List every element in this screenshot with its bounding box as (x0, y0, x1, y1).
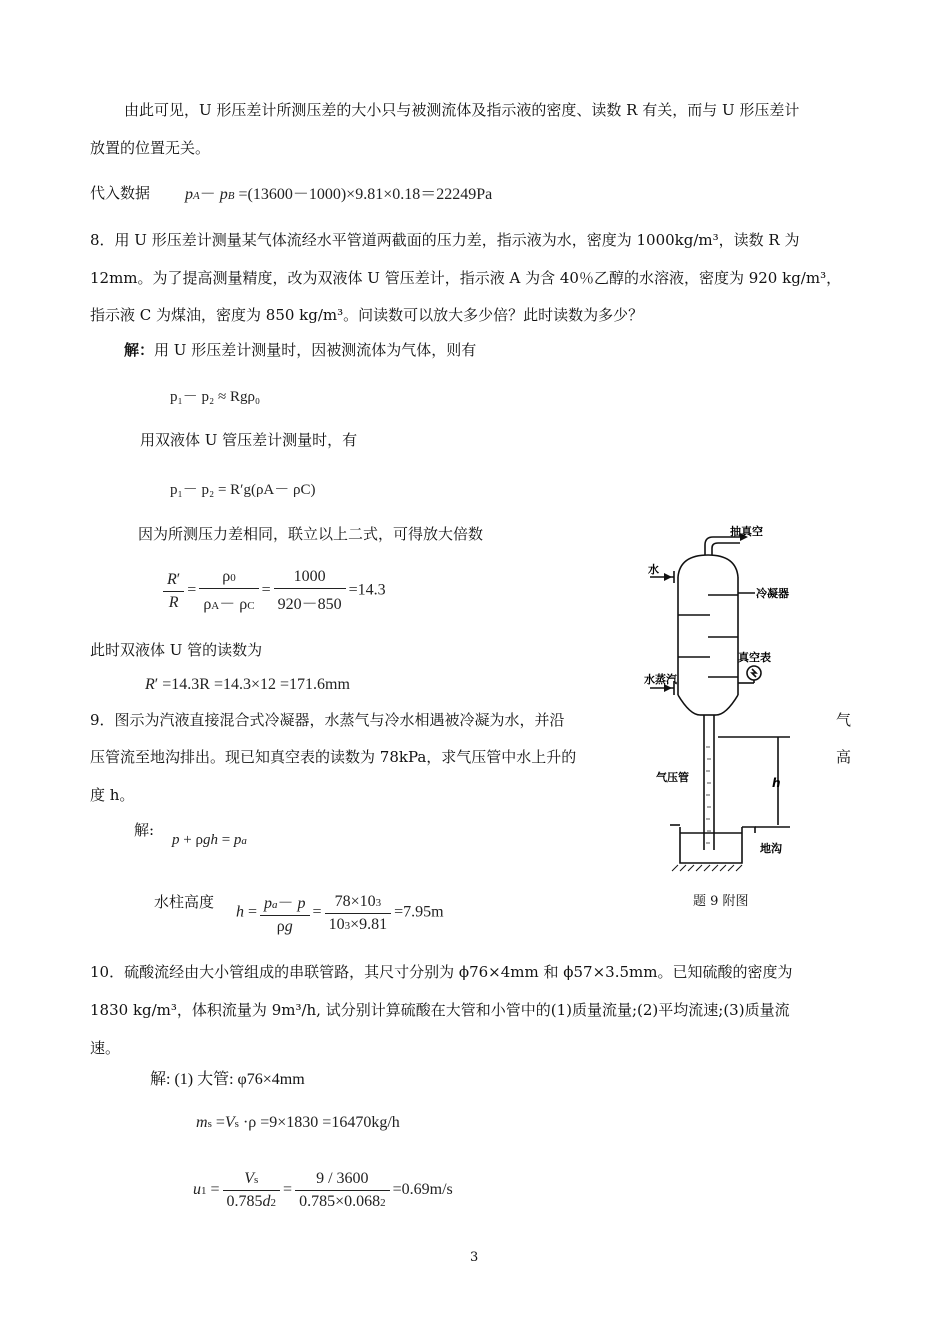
equation-double-u-tube: p₁－ p₂ = R′g(ρA－ ρC) (170, 482, 316, 498)
question-9-line3: 度 h。 (90, 786, 135, 804)
reading-text: 此时双液体 U 管的读数为 (90, 641, 263, 659)
paragraph-conclusion-line1: 由此可见，U 形压差计所测压差的大小只与被测流体及指示液的密度、读数 R 有关，而与 U 形压差计 (124, 101, 800, 119)
question-8-line3: 指示液 C 为煤油，密度为 850 kg/m³。问读数可以放大多少倍？此时读数为多少？ (90, 306, 644, 324)
double-liquid-text: 用双液体 U 管压差计测量时，有 (140, 431, 358, 449)
substitute-formula: pA－ pB =(13600－1000)×9.81×0.18＝22249Pa (185, 186, 493, 203)
equation-pressure-balance: p + ρgh = pa (172, 832, 247, 848)
label-condenser: 冷凝器 (756, 587, 789, 600)
label-vacuum-gauge: 真空表 (738, 651, 771, 664)
same-pressure-text: 因为所测压力差相同，联立以上二式，可得放大倍数 (138, 525, 484, 543)
equation-velocity: u1 = $\frac{Vs}{0.785d2}$ = $\frac{9 / 3600}{0.785\times 0.0682}$ =0.69m/s (193, 1170, 453, 1210)
question-10-line2: 1830 kg/m³，体积流量为 9m³/h, 试分别计算硫酸在大管和小管中的(1)质量流量;(2)平均流速;(3)质量流 (90, 1001, 790, 1019)
condenser-figure (630, 515, 830, 890)
equation-magnification: $\frac{R'}{R}$ = $\frac{\rho 0}{\rho A- \rho C}$ = $\frac{1000}{920-850}$ =14.3 (160, 568, 386, 614)
equation-single-u-tube: p₁－ p₂ ≈ Rgρ₀ (170, 389, 261, 405)
condenser-diagram (630, 515, 830, 890)
question-10-line3: 速。 (90, 1039, 121, 1057)
solution-10-intro: 解: (1) 大管: φ76×4mm (150, 1071, 305, 1088)
paragraph-conclusion-line2: 放置的位置无关。 (90, 139, 211, 157)
label-water: 水 (648, 563, 659, 576)
equation-mass-flow: ms =Vs ·ρ =9×1830 =16470kg/h (196, 1114, 400, 1131)
figure-caption: 题 9 附图 (693, 894, 749, 909)
question-9-line1: 9．图示为汽液直接混合式冷凝器，水蒸气与冷水相遇被冷凝为水，并沿 (90, 711, 565, 729)
page-number: 3 (470, 1250, 479, 1265)
label-h: h (772, 776, 781, 790)
question-9-line1-end: 气 (836, 711, 852, 729)
equation-new-reading: R′ =14.3R =14.3×12 =171.6mm (145, 676, 350, 693)
label-steam: 水蒸汽 (644, 673, 677, 686)
label-barometric-pipe: 气压管 (656, 771, 689, 784)
label-vacuum: 抽真空 (730, 525, 763, 538)
water-column-label: 水柱高度 (154, 893, 215, 911)
question-8-line1: 8．用 U 形压差计测量某气体流经水平管道两截面的压力差，指示液为水，密度为 1000kg/m³，读数 R 为 (90, 231, 800, 249)
question-8-line2: 12mm。为了提高测量精度，改为双液体 U 管压差计，指示液 A 为含 40％乙醇的水溶液，密度为 920 kg/m³， (90, 269, 842, 287)
question-9-line2-end: 高 (836, 748, 852, 766)
solution-9-label: 解: (134, 821, 155, 839)
label-drain: 地沟 (760, 842, 782, 855)
substitute-label: 代入数据 (90, 184, 151, 202)
solution-8-intro: 解：用 U 形压差计测量时，因被测流体为气体，则有 (124, 341, 477, 359)
equation-water-height: h = $\frac{pa- p}{\rho g}$ = $\frac{78\times 103}{103\times 9.81}$ =7.95m (236, 890, 444, 936)
question-10-line1: 10．硫酸流经由大小管组成的串联管路，其尺寸分别为 ϕ76×4mm 和 ϕ57×3.5mm。已知硫酸的密度为 (90, 963, 793, 981)
question-9-line2: 压管流至地沟排出。现已知真空表的读数为 78kPa，求气压管中水上升的 (90, 748, 577, 766)
